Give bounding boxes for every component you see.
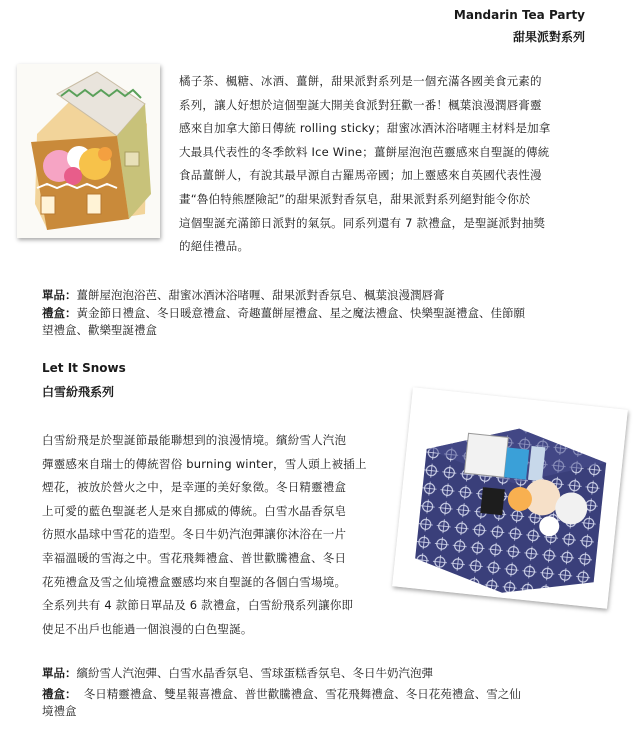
gingerbread-house-illustration bbox=[17, 64, 160, 238]
section1-paragraph-line: 食品薑餅人，有說其最早源自古羅馬帝國；加上靈感來自英國代表性漫 bbox=[179, 168, 542, 183]
section1-paragraph-line: 系列，讓人好想於這個聖誕大開美食派對狂歡一番！楓葉浪漫潤唇膏靈 bbox=[179, 97, 542, 112]
section2-paragraph-line: 使足不出戶也能過一個浪漫的白色聖誕。 bbox=[42, 621, 253, 636]
gingerbread-gift-box-photo bbox=[17, 64, 160, 238]
gifts-label: 禮盒： bbox=[42, 686, 77, 701]
section2-paragraph-line: 全系列共有 4 款節日單品及 6 款禮盒，白雪紛飛系列讓你即 bbox=[42, 598, 354, 613]
section1-paragraph-line: 的絕佳禮品。 bbox=[179, 239, 250, 254]
gifts-text: 冬日精靈禮盒、雙星報喜禮盒、普世歡騰禮盒、雪花飛舞禮盒、冬日花苑禮盒、雪之仙 bbox=[76, 686, 521, 701]
singles-label: 單品： bbox=[42, 288, 77, 302]
section1-paragraph-line: 橘子茶、楓糖、冰酒、薑餅，甜果派對系列是一個充滿各國美食元素的 bbox=[179, 74, 542, 88]
section2-title-en: Let It Snows bbox=[42, 361, 126, 375]
section2-gifts bbox=[42, 686, 521, 704]
section2-paragraph-line: 煙花，被放於營火之中，是幸運的美好象徵。冬日精靈禮盒 bbox=[42, 480, 347, 495]
section2-paragraph-line: 彈靈感來自瑞士的傳統習俗 burning winter，雪人頭上被插上 bbox=[42, 456, 367, 471]
section2-paragraph-line: 上可愛的藍色聖誕老人是來自挪威的傳統。白雪水晶香氛皂 bbox=[42, 503, 347, 518]
gifts-label: 禮盒： bbox=[42, 305, 77, 320]
singles-text: 繽紛雪人汽泡彈、白雪水晶香氛皂、雪球蛋糕香氛皂、冬日牛奶汽泡彈 bbox=[76, 666, 433, 680]
section2-singles bbox=[42, 665, 521, 683]
section1-title-zh: 甜果派對系列 bbox=[512, 30, 585, 44]
snowflake-gift-box-photo bbox=[392, 387, 628, 608]
snowflake-box-illustration bbox=[392, 387, 628, 608]
section1-title-en: Mandarin Tea Party bbox=[453, 8, 585, 22]
section1-product-list bbox=[42, 287, 525, 340]
gifts-text: 黃金節日禮盒、冬日暖意禮盒、奇趣薑餅屋禮盒、星之魔法禮盒、快樂聖誕禮盒、佳節願 bbox=[76, 305, 525, 320]
singles-label: 單品： bbox=[42, 666, 77, 680]
section2-title-zh: 白雪紛飛系列 bbox=[42, 385, 115, 399]
section2-paragraph bbox=[42, 429, 367, 641]
section2-paragraph-line: 幸福溫暖的雪海之中。雪花飛舞禮盒、普世歡騰禮盒、冬日 bbox=[42, 550, 347, 565]
singles-text: 薑餅屋泡泡浴芭、甜蜜冰酒沐浴啫喱、甜果派對香氛皂、楓葉浪漫潤唇膏 bbox=[76, 288, 445, 302]
section1-gifts bbox=[42, 305, 525, 323]
section1-paragraph-line: 畫“魯伯特熊歷險記”的甜果派對香氛皂，甜果派對系列絕對能令你於 bbox=[179, 191, 531, 206]
section1-paragraph-line: 這個聖誕充滿節日派對的氣氛。同系列還有 7 款禮盒，是聖誕派對抽獎 bbox=[179, 215, 546, 230]
section2-paragraph-line: 白雪紛飛是於聖誕節最能聯想到的浪漫情境。繽紛雪人汽泡 bbox=[42, 433, 347, 447]
section1-singles bbox=[42, 287, 525, 305]
section2-product-list bbox=[42, 665, 521, 721]
section2-gifts-cont: 境禮盒 bbox=[42, 704, 77, 718]
section1-paragraph-line: 大最具代表性的冬季飲料 Ice Wine；薑餅屋泡泡芭靈感來自聖誕的傳統 bbox=[179, 144, 550, 159]
section2-paragraph-line: 花苑禮盒及雪之仙境禮盒靈感均來自聖誕的各個白雪場境。 bbox=[42, 574, 347, 589]
section1-paragraph bbox=[179, 70, 551, 259]
section1-paragraph-line: 感來自加拿大節日傳統 rolling sticky；甜蜜冰酒沐浴啫喱主材料是加拿 bbox=[179, 121, 551, 136]
section2-paragraph-line: 彷照水晶球中雪花的造型。冬日牛奶汽泡彈讓你沐浴在一片 bbox=[42, 527, 347, 542]
section1-gifts-cont: 望禮盒、歡樂聖誕禮盒 bbox=[42, 323, 157, 337]
